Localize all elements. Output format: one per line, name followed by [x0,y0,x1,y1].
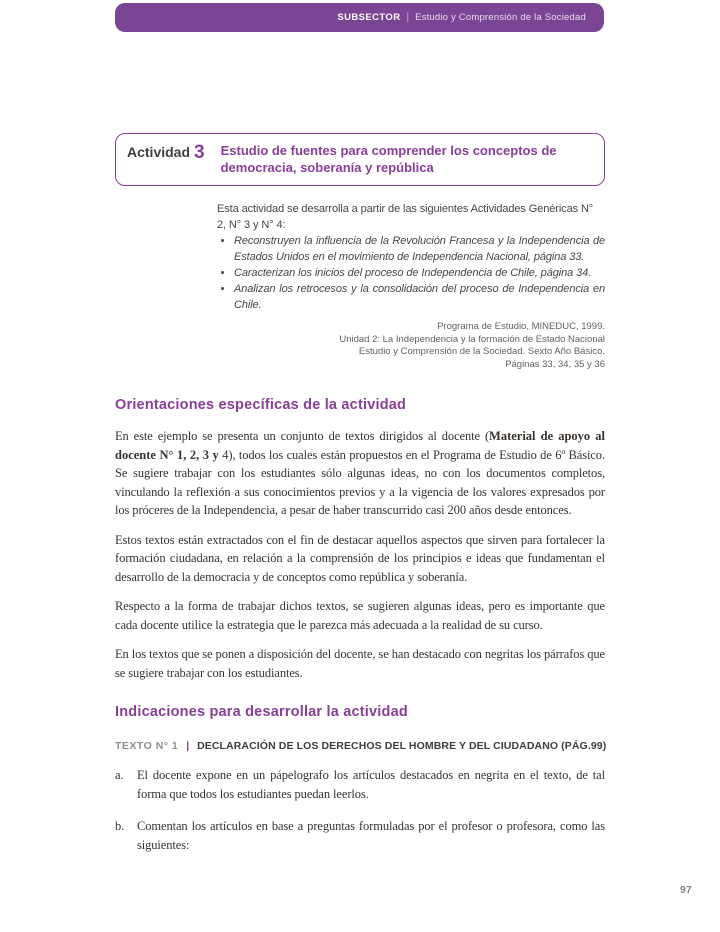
list-item: • Reconstruyen la influencia de la Revolución Francesa y la Independencia de Estados Unidos en el movimiento de Independencia Nacional, página 33. [234,233,605,265]
item-marker: a. [115,768,124,782]
item-text: El docente expone en un pápelografo los artículos destacados en negrita en el texto, de tal forma que todos los estudiantes puedan leerlos. [137,768,605,801]
instruction-item-b [115,817,605,854]
activity-label [127,142,205,164]
item-text: Comentan los artículos en base a preguntas formuladas por el profesor o profesora, como las siguientes: [137,819,605,852]
instruction-item-a [115,766,605,803]
paragraph: Estos textos están extractados con el fin de destacar aquellos aspectos que sirven para fortalecer la formación ciudadana, en relación a la comprensión de los principios e ideas que fundamentan el desarrollo de la democracia y de conceptos como república y soberanía. [115,532,605,584]
subsector-label: SUBSECTOR [337,12,401,23]
paragraph: Respecto a la forma de trabajar dichos textos, se sugieren algunas ideas, pero es importante que cada docente utilice la estrategia que le parezca más adecuada a la realidad de su curso. [115,599,605,632]
paragraph: En los textos que se ponen a disposición del docente, se han destacado con negritas los párrafos que se sugiere trabajar con los estudiantes. [115,647,605,680]
intro-block [217,201,605,313]
intro-text: Esta actividad se desarrolla a partir de las siguientes Actividades Genéricas N° 2, N° 3 y N° 4: [217,203,594,231]
subsector-title: Estudio y Comprensión de la Sociedad [415,12,586,23]
subsector-header-bar [115,3,604,32]
item-marker: b. [115,819,125,833]
activity-number: 3 [194,142,205,163]
paragraph-text: 4), todos los cuales están propuestos en el Programa de Estudio de 6º Básico. Se sugiere trabajar con los estudiantes sólo algunas ideas, no con los documentos completos, vinculando la reflexión a sus conocimientos previos y a la vigencia de los valores expresados por los próceres de la Independencia, a pesar de haber transcurrido casi 200 años desde entonces. [115,447,605,517]
citation-line: Páginas 33, 34, 35 y 36 [505,358,605,370]
paragraph-bold-text: Material de apoyo al docente N° 1, 2, 3 y [115,429,605,462]
paragraph-text: En este ejemplo se presenta un conjunto de textos dirigidos al docente ( [115,429,490,443]
generic-activities-list [217,233,605,313]
header-separator: | [406,12,410,23]
source-citation [115,321,605,371]
orientaciones-body [115,427,605,682]
texto-title: DECLARACIÓN DE LOS DERECHOS DEL HOMBRE Y DEL CIUDADANO (PÁG.99) [197,740,607,752]
paragraph [115,427,605,520]
texto-header-line [115,740,605,752]
activity-title-box [115,133,605,186]
section-heading-indicaciones: Indicaciones para desarrollar la actividad [115,704,408,720]
list-item: • Caracterizan los inicios del proceso de Independencia de Chile, página 34. [234,265,605,281]
texto-number-label: TEXTO N° 1 [115,740,179,752]
list-item: • Analizan los retrocesos y la consolidación del proceso de Independencia en Chile. [234,281,605,313]
texto-separator: | [186,740,190,752]
citation-line: Programa de Estudio, MINEDUC, 1999. [437,321,605,332]
activity-title: Estudio de fuentes para comprender los conceptos de democracia, soberanía y república [220,143,557,175]
page-content [115,133,605,854]
page-number: 97 [680,884,692,896]
citation-line: Unidad 2: La Independencia y la formación de Estado Nacional [339,333,605,345]
citation-line: Estudio y Comprensión de la Sociedad. Sexto Año Básico. [358,346,605,357]
section-heading-orientaciones: Orientaciones específicas de la actividad [115,397,407,413]
activity-word: Actividad [127,144,191,160]
